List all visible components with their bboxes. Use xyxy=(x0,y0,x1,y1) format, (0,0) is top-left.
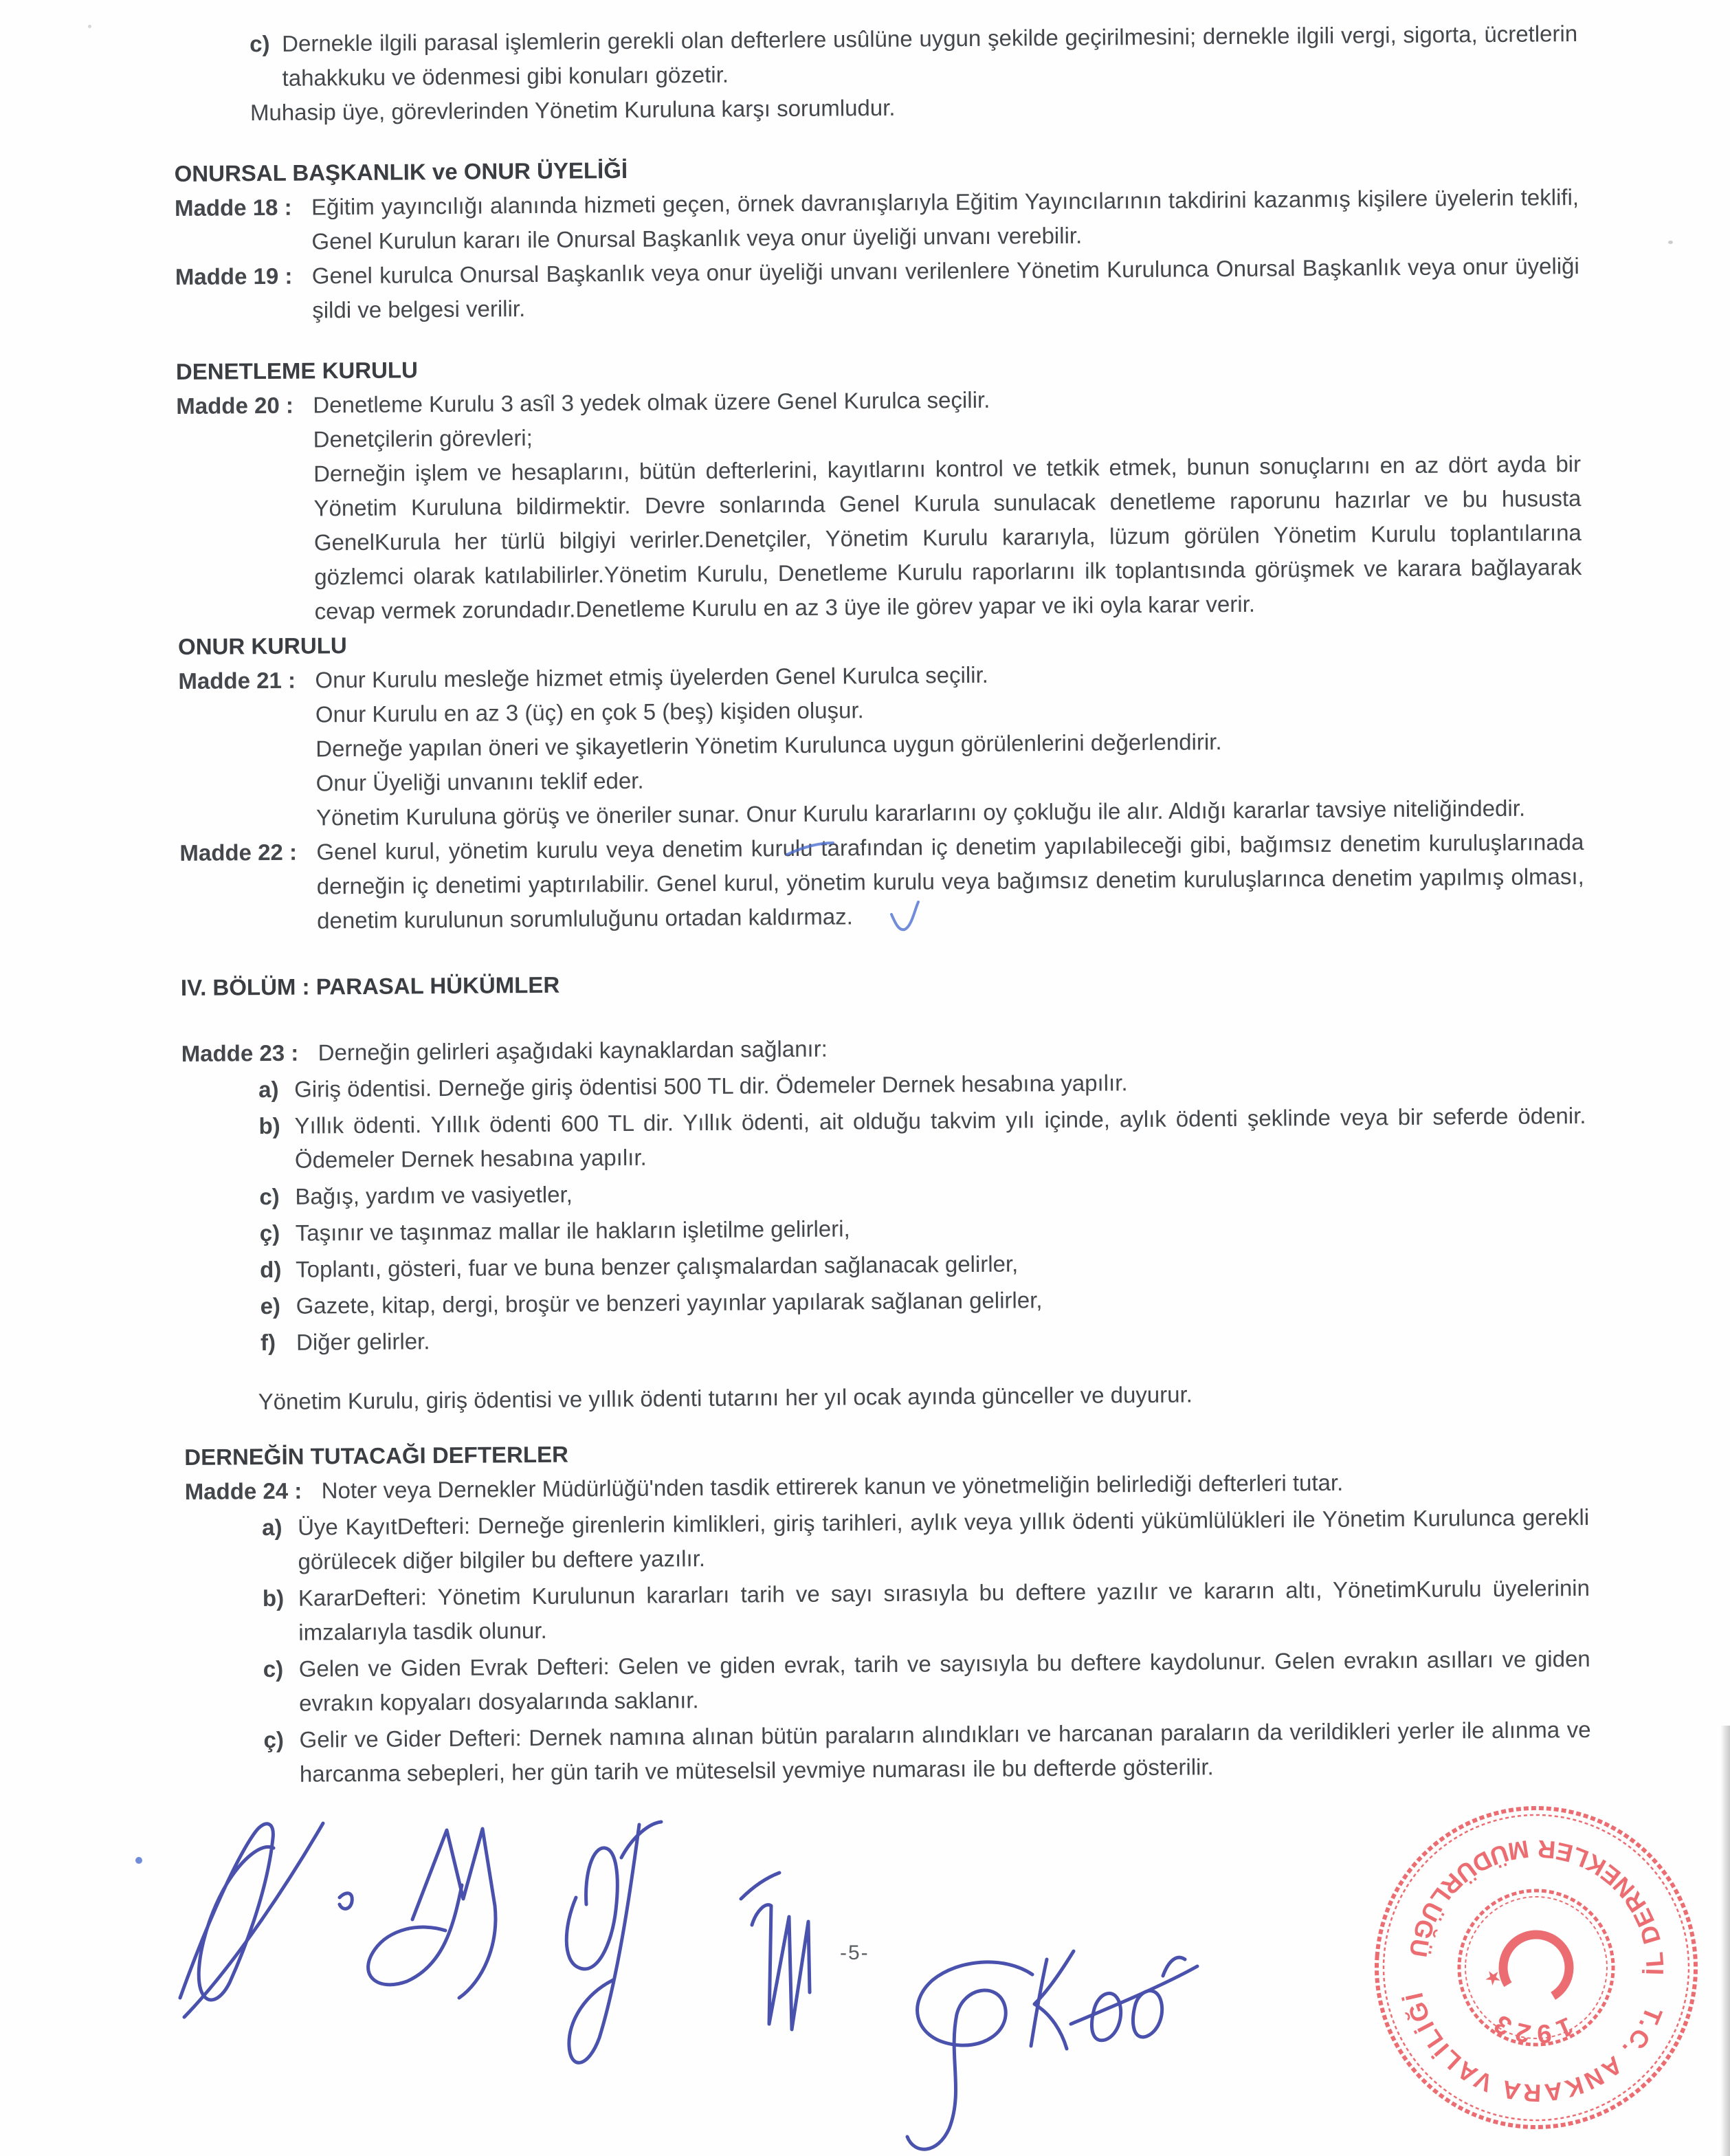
clause-c-text: Dernekle ilgili parasal işlemlerin gerekli olan defterlere usûlüne uygun şekilde geçirilmesini; dernekle ilgili vergi, sigorta, ücretlerin tahakkuku ve ödenmesi gibi konuları gözetir. xyxy=(282,21,1578,91)
svg-text:1923 xyxy=(1485,2005,1579,2052)
article-paragraph: Derneğe yapılan öneri ve şikayetlerin Yönetim Kurulunca uygun görülenlerini değerlendirir. xyxy=(315,729,1222,762)
article-paragraph: Denetçilerin görevleri; xyxy=(313,424,533,452)
stamp-text-top: T.C. ANKARA VALİLİĞİ xyxy=(1399,1988,1668,2108)
list-label: a) xyxy=(258,1076,279,1103)
article-label: Madde 24 : xyxy=(184,1477,302,1504)
list-text: Toplantı, gösteri, fuar ve buna benzer çalışmalardan sağlanacak gelirler, xyxy=(296,1251,1019,1282)
list-label: b) xyxy=(258,1112,280,1139)
list-text: Gazete, kitap, dergi, broşür ve benzeri yayınlar yapılarak sağlanan gelirler, xyxy=(296,1287,1043,1319)
article-paragraph: Noter veya Dernekler Müdürlüğü'nden tasdik ettirerek kanun ve yönetmeliğin belirlediği defterleri tutar. xyxy=(321,1469,1344,1504)
article-paragraph: Denetleme Kurulu 3 asîl 3 yedek olmak üzere Genel Kurulca seçilir. xyxy=(313,386,990,418)
article-label: Madde 21 : xyxy=(178,667,296,694)
article-madde-19 xyxy=(175,249,1580,329)
ledger-item-a xyxy=(262,1500,1590,1579)
article-label: Madde 23 : xyxy=(181,1040,299,1067)
list-text: Üye KayıtDefteri: Derneğe girenlerin kimlikleri, giriş tarihleri, aylık veya yıllık ödenti yükümlülükleri ile Yönetim Kurulunca gerekli görülecek diğer bilgiler bu deftere yazılır. xyxy=(297,1504,1590,1574)
section-heading-onursal: ONURSAL BAŞKANLIK ve ONUR ÜYELİĞİ xyxy=(174,157,628,187)
list-text: KararDefteri: Yönetim Kurulunun kararları tarih ve sayı sırasıyla bu deftere yazılır ve kararın altı, YönetimKurulu üyelerinin imzalarıyla tasdik olunur. xyxy=(298,1574,1590,1645)
list-label: a) xyxy=(261,1514,282,1541)
section-heading-defterler: DERNEĞİN TUTACAĞI DEFTERLER xyxy=(184,1441,569,1470)
svg-text:İL DERNEKLER MÜDÜRLÜĞÜ xyxy=(1404,1826,1678,1978)
signature-7 xyxy=(1031,1951,1197,2049)
list-text: Giriş ödentisi. Derneğe giriş ödentisi 500 TL dir. Ödemeler Dernek hesabına yapılır. xyxy=(293,1070,1128,1102)
article-paragraph: Genel kurul, yönetim kurulu veya denetim kurulu tarafından iç denetim yapılabileceği gibi, bağımsız denetim kuruluşlarınada derneğin iç denetimi yaptırılabilir. Genel kurul, yönetim kurulu veya bağımsız denetim kuruluşlarınca denetim yapılmış olması, denetim kurulunun sorumluluğunu ortadan kaldırmaz. xyxy=(316,828,1584,934)
list-label: c) xyxy=(263,1656,284,1682)
article-paragraph: Onur Kurulu mesleğe hizmet etmiş üyelerden Genel Kurulca seçilir. xyxy=(315,661,989,693)
clause-c xyxy=(249,16,1578,96)
list-text: Yıllık ödenti. Yıllık ödenti 600 TL dir. Yıllık ödenti, ait olduğu takvim yılı içinde, aylık ödenti şeklinde veya bir seferde ödenir. Ödemeler Dernek hesabına yapılır. xyxy=(294,1102,1586,1173)
signature-6 xyxy=(907,1962,1032,2149)
article-madde-21 xyxy=(178,653,1584,836)
star-icon: ★ xyxy=(1483,1966,1502,1990)
stamp-emblem xyxy=(1366,1797,1706,2137)
part-heading-parasal: IV. BÖLÜM : PARASAL HÜKÜMLER xyxy=(180,971,560,1001)
signature-4 xyxy=(741,1873,779,1899)
list-label: ç) xyxy=(263,1726,285,1753)
svg-text:T.C. ANKARA VALİLİĞİ xyxy=(1392,1986,1669,2117)
stamp-year: 1923 xyxy=(1485,2006,1577,2049)
article-paragraph: Onur Kurulu en az 3 (üç) en çok 5 (beş) kişiden oluşur. xyxy=(315,697,864,727)
signature-5 xyxy=(752,1905,810,2030)
official-stamp xyxy=(1364,1796,1708,2140)
scan-speck xyxy=(88,25,91,28)
ledger-item-b xyxy=(263,1571,1590,1650)
list-text: Gelen ve Giden Evrak Defteri: Gelen ve giden evrak, tarih ve sayısıyla bu deftere kaydolunur. Gelen evrakın asılları ve giden evrakın kopyaları dosyalarında saklanır. xyxy=(298,1645,1590,1716)
section-heading-onur: ONUR KURULU xyxy=(177,632,347,660)
signature-1 xyxy=(180,1823,352,2017)
article-paragraph: Derneğin gelirleri aşağıdaki kaynaklardan sağlanır: xyxy=(318,1035,828,1066)
ledger-item-cc xyxy=(263,1713,1591,1792)
list-label: e) xyxy=(260,1292,281,1319)
scan-edge-shadow xyxy=(1720,1726,1730,2156)
muhasip-note: Muhasip üye, görevlerinden Yönetim Kuruluna karşı sorumludur. xyxy=(249,94,896,126)
signature-3 xyxy=(566,1822,661,2062)
ink-dot xyxy=(135,1857,142,1864)
list-label: b) xyxy=(262,1585,285,1612)
list-label: f) xyxy=(260,1329,276,1356)
list-text: Bağış, yardım ve vasiyetler, xyxy=(295,1181,573,1209)
article-label: Madde 22 : xyxy=(179,839,298,866)
list-text: Diğer gelirler. xyxy=(296,1328,430,1355)
list-text: Taşınır ve taşınmaz mallar ile hakların işletilme gelirleri, xyxy=(295,1216,850,1246)
list-label: c) xyxy=(259,1183,280,1210)
scan-speck xyxy=(1668,241,1673,244)
article-paragraph: Onur Üyeliği unvanını teklif eder. xyxy=(315,767,644,796)
stamp-text-bottom: İL DERNEKLER MÜDÜRLÜĞÜ xyxy=(1404,1834,1670,1976)
article-paragraph: Eğitim yayıncılığı alanında hizmeti geçen, örnek davranışlarıyla Eğitim Yayıncılarının takdirini kazanmış kişilere üyelerin teklifi, Genel Kurulun kararı ile Onursal Başkanlık veya onur üyeliği unvanı verebilir. xyxy=(311,184,1579,254)
section-heading-denetleme: DENETLEME KURULU xyxy=(175,357,419,385)
page-number: -5- xyxy=(840,1942,869,1964)
ledger-item-c xyxy=(263,1642,1591,1721)
list-label: ç) xyxy=(259,1220,280,1246)
article-label: Madde 20 : xyxy=(176,392,294,419)
income-item-b xyxy=(258,1099,1586,1178)
article-paragraph: Genel kurulca Onursal Başkanlık veya onur üyeliği unvanı verilenlere Yönetim Kurulunca Onursal Başkanlık veya onur üyeliği şildi ve belgesi verilir. xyxy=(311,253,1579,323)
document-body xyxy=(0,15,1730,1794)
article-label: Madde 18 : xyxy=(174,194,292,221)
article-madde-20 xyxy=(176,378,1582,630)
clause-c-label: c) xyxy=(249,30,270,57)
article-paragraph: Yönetim Kuruluna görüş ve öneriler sunar. Onur Kurulu kararlarını oy çokluğu ile alır. Aldığı kararlar tavsiye niteliğindedir. xyxy=(315,795,1526,830)
list-text: Gelir ve Gider Defteri: Dernek namına alınan bütün paraların alındıkları ve harcanan paraların da verildikleri yerler ile alınma ve harcanma sebepleri, her gün tarih ve müteselsil yevmiye numarası ile bu defterde gösterilir. xyxy=(299,1716,1591,1787)
article-madde-22 xyxy=(179,825,1584,939)
annual-fee-note: Yönetim Kurulu, giriş ödentisi ve yıllık ödenti tutarını her yıl ocak ayında günceller ve duyurur. xyxy=(258,1381,1193,1415)
article-paragraph: Derneğin işlem ve hesaplarını, bütün defterlerini, kayıtlarını kontrol ve tetkik etmek, bunun sonuçlarını en az dört ayda bir Yönetim Kuruluna bildirmektir. Devre sonlarında Genel Kurula sunulacak denetleme raporunu hazırlar ve bu hususta GenelKurula her türlü bilgiyi verirler.Denetçiler, Yönetim Kurulu kararıyla, lüzum görülen Yönetim Kurulu toplantılarına gözlemci olarak katılabilirler.Yönetim Kurulu, Denetleme Kurulu raporlarını ilk toplantısında görüşmek ve karara bağlayarak cevap vermek zorundadır.Denetleme Kurulu en az 3 üye ile görev yapar ve iki oyla karar verir. xyxy=(313,450,1582,624)
article-label: Madde 19 : xyxy=(175,263,293,290)
crescent-icon xyxy=(1491,1922,1582,2013)
list-label: d) xyxy=(260,1256,282,1283)
signature-2 xyxy=(368,1829,496,1998)
article-madde-18 xyxy=(175,180,1579,260)
